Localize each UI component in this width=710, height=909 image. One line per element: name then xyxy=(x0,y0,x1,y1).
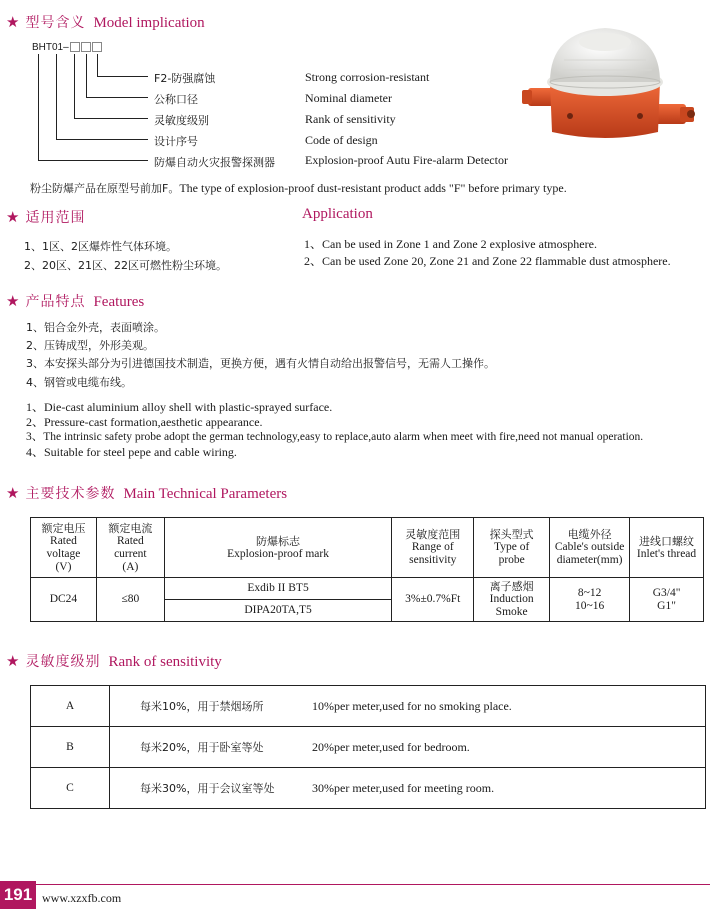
star-icon: ★ xyxy=(6,654,20,670)
rank-level: C xyxy=(31,768,110,809)
rank-description: 每米20%，用于卧室等处 20%per meter,used for bedroom. xyxy=(110,727,706,768)
feature-item-zh: 3、本安探头部分为引进德国技术制造，更换方便，遇有火情自动给出报警信号，无需人工操作。 xyxy=(26,357,495,370)
model-part-en: Code of design xyxy=(305,133,378,147)
model-part-en: Rank of sensitivity xyxy=(305,112,396,126)
rank-level: B xyxy=(31,727,110,768)
cell-voltage: DC24 xyxy=(31,578,97,622)
rank-description: 每米10%，用于禁烟场所 10%per meter,used for no smoking place. xyxy=(110,686,706,727)
model-part-zh: 灵敏度级别 xyxy=(154,114,209,127)
header-cable: 电缆外径 Cable's outside diameter(mm) xyxy=(550,518,630,578)
table-header-row xyxy=(31,518,704,578)
sensitivity-table xyxy=(30,685,706,809)
header-voltage: 额定电压 Rated voltage (V) xyxy=(31,518,97,578)
cell-range: 3%±0.7%Ft xyxy=(392,578,474,622)
model-part-zh: 防爆自动火灾报警探测器 xyxy=(154,156,275,169)
code-box xyxy=(81,42,91,52)
feature-item-en: 4、Suitable for steel pepe and cable wiring. xyxy=(26,445,237,459)
application-item-zh: 2、20区、21区、22区可燃性粉尘环境。 xyxy=(24,259,227,272)
model-note: 粉尘防爆产品在原型号前加F。The type of explosion-proof dust-resistant product adds "F" before primary type. xyxy=(30,181,567,195)
detector-product-image xyxy=(520,20,700,150)
table-row xyxy=(31,768,706,809)
feature-item-zh: 2、压铸成型，外形美观。 xyxy=(26,339,154,352)
table-row xyxy=(31,578,704,600)
code-box xyxy=(70,42,80,52)
rank-level: A xyxy=(31,686,110,727)
features-heading: ★ 产品特点 Features xyxy=(6,294,145,310)
footer-divider xyxy=(36,884,710,885)
cell-current: ≤80 xyxy=(96,578,164,622)
model-part-zh: 公称口径 xyxy=(154,93,198,106)
table-row xyxy=(31,727,706,768)
application-heading-en: Application xyxy=(302,206,373,222)
page-number: 191 xyxy=(0,881,36,909)
header-probe: 探头型式 Type of probe xyxy=(474,518,550,578)
application-item-en: 2、Can be used Zone 20, Zone 21 and Zone 22 flammable dust atmosphere. xyxy=(304,254,671,268)
cell-probe: 离子感烟 Induction Smoke xyxy=(474,578,550,622)
feature-item-zh: 1、铝合金外壳，表面喷涂。 xyxy=(26,321,165,334)
cell-mark-2: DIPA20TA,T5 xyxy=(164,600,392,622)
application-item-zh: 1、1区、2区爆炸性气体环境。 xyxy=(24,240,177,253)
cell-thread: G3/4" G1" xyxy=(630,578,704,622)
model-part-en: Explosion-proof Autu Fire-alarm Detector xyxy=(305,153,508,167)
model-part-zh: 设计序号 xyxy=(154,135,198,148)
model-part-en: Nominal diameter xyxy=(305,91,392,105)
feature-item-zh: 4、钢管或电缆布线。 xyxy=(26,376,132,389)
application-item-en: 1、Can be used in Zone 1 and Zone 2 explosive atmosphere. xyxy=(304,237,597,251)
model-part-en: Strong corrosion-resistant xyxy=(305,70,430,84)
table-row xyxy=(31,686,706,727)
application-heading-zh: ★ 适用范围 xyxy=(6,210,86,226)
params-heading: ★ 主要技术参数 Main Technical Parameters xyxy=(6,486,288,502)
star-icon: ★ xyxy=(6,294,20,310)
code-box xyxy=(92,42,102,52)
header-mark: 防爆标志 Explosion-proof mark xyxy=(164,518,392,578)
cell-mark-1: Exdib II BT5 xyxy=(164,578,392,600)
sensitivity-heading: ★ 灵敏度级别 Rank of sensitivity xyxy=(6,654,222,670)
star-icon: ★ xyxy=(6,210,20,226)
feature-item-en: 3、The intrinsic safety probe adopt the german technology,easy to replace,auto alarm when meet with fire,need not manual operation. xyxy=(26,431,644,443)
cell-cable: 8~12 10~16 xyxy=(550,578,630,622)
params-table xyxy=(30,517,704,622)
star-icon: ★ xyxy=(6,15,20,31)
model-code: BHT01– xyxy=(32,42,102,53)
footer-url: www.xzxfb.com xyxy=(42,891,122,905)
header-current: 额定电流 Rated current (A) xyxy=(96,518,164,578)
star-icon: ★ xyxy=(6,486,20,502)
header-range: 灵敏度范围 Range of sensitivity xyxy=(392,518,474,578)
model-heading: ★ 型号含义 Model implication xyxy=(6,15,205,31)
connector-line xyxy=(38,54,148,161)
model-part-zh: F2-防强腐蚀 xyxy=(154,72,216,85)
feature-item-en: 1、Die-cast aluminium alloy shell with plastic-sprayed surface. xyxy=(26,400,333,414)
feature-item-en: 2、Pressure-cast formation,aesthetic appearance. xyxy=(26,415,263,429)
header-thread: 进线口螺纹 Inlet's thread xyxy=(630,518,704,578)
rank-description: 每米30%，用于会议室等处 30%per meter,used for meeting room. xyxy=(110,768,706,809)
